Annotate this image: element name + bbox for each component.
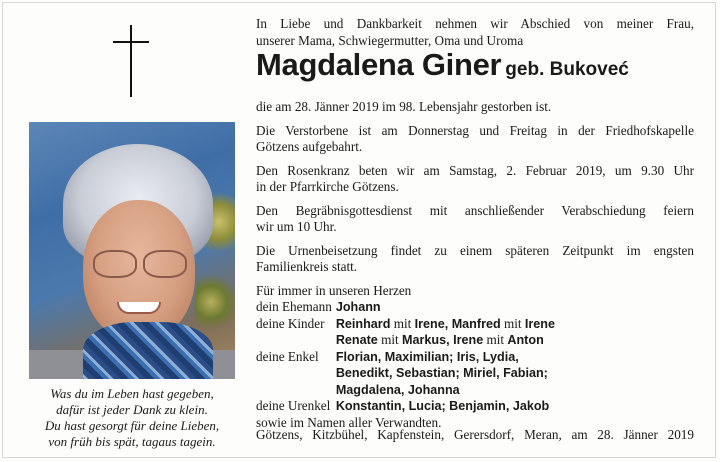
deceased-name: Magdalena Giner: [256, 47, 502, 82]
deceased-name-row: [256, 47, 694, 95]
rosary-line: Den Rosenkranz beten wir am Samstag, 2. Februar 2019, um 9.30 Uhr: [256, 162, 694, 178]
family-row: [256, 332, 555, 349]
cross-icon: [111, 25, 151, 97]
maiden-name: geb. Bukoveć: [505, 59, 629, 80]
quote-line: von früh bis spät, tagaus tagein.: [48, 434, 216, 449]
urn-line: Die Urnenbeisetzung findet zu einem späteren Zeitpunkt im engsten: [256, 242, 694, 258]
urn-notice: [256, 243, 694, 276]
memorial-quote: [25, 386, 239, 450]
family-role: dein Ehemann: [256, 299, 332, 314]
family-role: deine Enkel: [256, 348, 319, 364]
family-members: Reinhard mit Irene, Manfred mit Irene: [335, 315, 555, 331]
portrait-photo: [29, 122, 235, 379]
family-row: [256, 382, 555, 399]
family-role: deine Urenkel: [256, 398, 331, 413]
rosary-line: in der Pfarrkirche Götzens.: [256, 179, 399, 194]
death-line: die am 28. Jänner 2019 im 98. Lebensjahr gestorben ist.: [256, 99, 552, 114]
laid-out-line: Die Verstorbene ist am Donnerstag und Freitag in der Friedhofskapelle: [256, 122, 694, 138]
relatives-line: sowie im Namen aller Verwandten.: [256, 414, 442, 430]
family-members: Benedikt, Sebastian; Miriel, Fabian;: [335, 366, 548, 380]
family-role: deine Kinder: [256, 315, 325, 331]
family-row: [256, 299, 555, 316]
family-members: Renate mit Markus, Irene mit Anton: [335, 332, 544, 347]
rosary-notice: [256, 163, 694, 196]
family-row: [256, 316, 555, 333]
intro-line: In Liebe und Dankbarkeit nehmen wir Abschied von meiner Frau,: [256, 16, 694, 31]
family-members: Magdalena, Johanna: [335, 382, 460, 397]
obituary-text: [256, 16, 694, 431]
laid-out-line: Götzens aufgebahrt.: [256, 139, 363, 154]
intro-line: unserer Mama, Schwiegermutter, Oma und Uroma: [256, 32, 524, 48]
quote-line: dafür ist jeder Dank zu klein.: [56, 402, 208, 417]
family-row: [256, 365, 555, 382]
funeral-line: wir um 10 Uhr.: [256, 219, 337, 234]
family-table: [256, 299, 555, 415]
family-list: [256, 283, 694, 432]
intro-text: [256, 16, 694, 49]
quote-line: Was du im Leben hast gegeben,: [50, 386, 214, 401]
laid-out-notice: [256, 123, 694, 156]
urn-line: Familienkreis statt.: [256, 259, 358, 274]
family-row: [256, 349, 555, 366]
family-members: Florian, Maximilian; Iris, Lydia,: [335, 349, 519, 364]
footer-places-date: Götzens, Kitzbühel, Kapfenstein, Gerersdorf, Meran, am 28. Jänner 2019: [256, 427, 694, 442]
family-row: [256, 398, 555, 415]
funeral-line: Den Begräbnisgottesdienst mit anschließender Verabschiedung feiern: [256, 202, 694, 218]
death-notice: [256, 99, 694, 116]
family-members: Johann: [335, 300, 381, 314]
funeral-notice: [256, 203, 694, 236]
family-members: Konstantin, Lucia; Benjamin, Jakob: [335, 399, 550, 413]
family-heading: Für immer in unseren Herzen: [256, 282, 412, 298]
quote-line: Du hast gesorgt für deine Lieben,: [44, 418, 220, 433]
